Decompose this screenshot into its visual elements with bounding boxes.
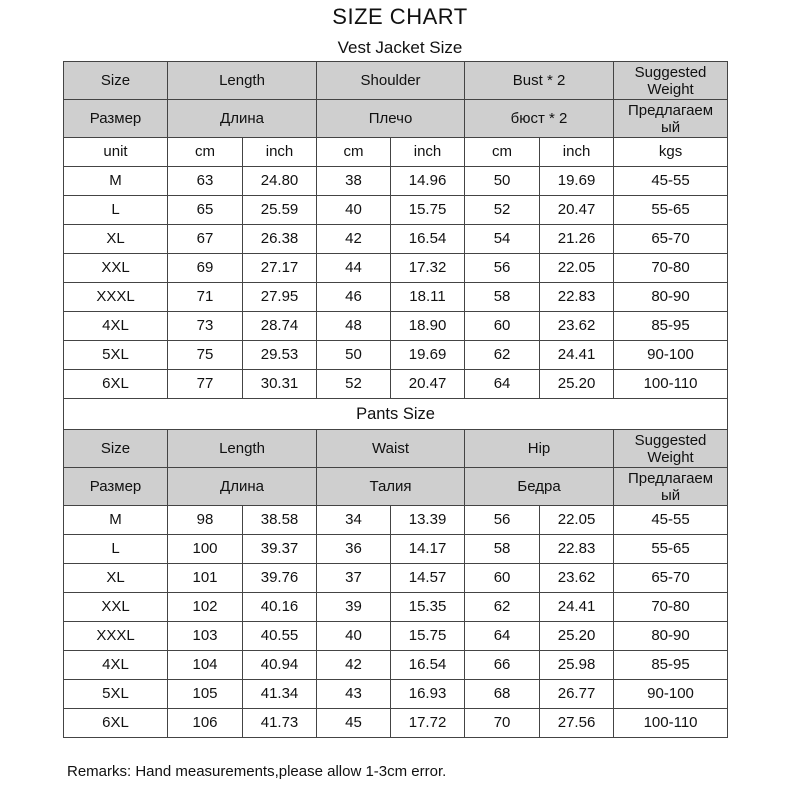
table-cell: 19.69: [540, 167, 614, 196]
units-row: [64, 138, 728, 167]
vest-header-ru-row: [64, 100, 728, 138]
size-chart-table: [63, 61, 728, 738]
table-cell: 90-100: [614, 680, 728, 709]
table-cell: 34: [317, 506, 391, 535]
header-weight-ru-line2: ый: [660, 486, 681, 504]
size-label-cell: 5XL: [64, 680, 168, 709]
table-cell: 40.16: [243, 593, 317, 622]
table-cell: 40.94: [243, 651, 317, 680]
table-cell: 27.95: [243, 283, 317, 312]
table-cell: 106: [168, 709, 243, 738]
header-weight-line2: Weight: [647, 80, 694, 98]
header-length-ru: Длина: [168, 468, 317, 506]
table-cell: 77: [168, 370, 243, 399]
table-cell: 52: [317, 370, 391, 399]
header-size: Size: [64, 430, 168, 468]
table-cell: 58: [465, 535, 540, 564]
table-cell: 64: [465, 370, 540, 399]
size-label-cell: XL: [64, 225, 168, 254]
vest-section-title: Vest Jacket Size: [337, 38, 463, 57]
table-cell: 16.54: [391, 651, 465, 680]
header-waist-ru: Талия: [317, 468, 465, 506]
unit-cell: inch: [243, 138, 317, 167]
table-cell: 80-90: [614, 283, 728, 312]
table-cell: 52: [465, 196, 540, 225]
header-shoulder-ru: Плечо: [317, 100, 465, 138]
header-weight-ru-line2: ый: [660, 118, 681, 136]
table-cell: 100-110: [614, 709, 728, 738]
table-cell: 56: [465, 254, 540, 283]
page-title: SIZE CHART: [332, 4, 468, 29]
table-cell: 14.17: [391, 535, 465, 564]
header-weight-line1: Suggested: [634, 431, 707, 449]
table-row: [64, 535, 728, 564]
table-cell: 85-95: [614, 651, 728, 680]
header-size-ru: Размер: [64, 468, 168, 506]
size-label-cell: M: [64, 167, 168, 196]
table-cell: 69: [168, 254, 243, 283]
table-cell: 65-70: [614, 225, 728, 254]
table-row: [64, 651, 728, 680]
table-row: [64, 506, 728, 535]
table-cell: 62: [465, 341, 540, 370]
table-cell: 55-65: [614, 535, 728, 564]
size-label-cell: 6XL: [64, 709, 168, 738]
size-label-cell: XXXL: [64, 283, 168, 312]
table-cell: 60: [465, 564, 540, 593]
table-cell: 43: [317, 680, 391, 709]
table-cell: 71: [168, 283, 243, 312]
header-length: Length: [168, 430, 317, 468]
table-cell: 102: [168, 593, 243, 622]
table-cell: 66: [465, 651, 540, 680]
pants-header-row: [64, 430, 728, 468]
size-label-cell: 4XL: [64, 312, 168, 341]
table-cell: 28.74: [243, 312, 317, 341]
table-cell: 15.75: [391, 196, 465, 225]
header-weight-line1: Suggested: [634, 63, 707, 81]
table-cell: 15.35: [391, 593, 465, 622]
table-cell: 29.53: [243, 341, 317, 370]
header-length-ru: Длина: [168, 100, 317, 138]
size-label-cell: XXL: [64, 254, 168, 283]
header-weight-ru: [614, 468, 728, 506]
table-row: [64, 564, 728, 593]
header-size-ru: Размер: [64, 100, 168, 138]
table-cell: 18.11: [391, 283, 465, 312]
table-row: [64, 254, 728, 283]
table-cell: 39: [317, 593, 391, 622]
header-bust: Bust * 2: [465, 62, 614, 100]
table-row: [64, 622, 728, 651]
table-cell: 20.47: [540, 196, 614, 225]
table-cell: 41.34: [243, 680, 317, 709]
table-cell: 23.62: [540, 564, 614, 593]
table-cell: 25.59: [243, 196, 317, 225]
table-cell: 14.96: [391, 167, 465, 196]
table-cell: 22.83: [540, 283, 614, 312]
pants-data-rows: [64, 506, 728, 738]
table-cell: 44: [317, 254, 391, 283]
table-cell: 101: [168, 564, 243, 593]
table-cell: 100-110: [614, 370, 728, 399]
header-size: Size: [64, 62, 168, 100]
table-cell: 46: [317, 283, 391, 312]
table-row: [64, 709, 728, 738]
table-cell: 30.31: [243, 370, 317, 399]
header-weight: [614, 430, 728, 468]
table-cell: 62: [465, 593, 540, 622]
table-cell: 16.93: [391, 680, 465, 709]
table-cell: 63: [168, 167, 243, 196]
size-label-cell: L: [64, 535, 168, 564]
table-cell: 38.58: [243, 506, 317, 535]
table-cell: 24.41: [540, 341, 614, 370]
table-cell: 38: [317, 167, 391, 196]
table-cell: 22.05: [540, 254, 614, 283]
size-label-cell: XXL: [64, 593, 168, 622]
unit-cell: cm: [317, 138, 391, 167]
table-cell: 54: [465, 225, 540, 254]
table-cell: 98: [168, 506, 243, 535]
vest-data-rows: [64, 167, 728, 399]
header-hip-ru: Бедра: [465, 468, 614, 506]
table-cell: 22.83: [540, 535, 614, 564]
table-cell: 25.20: [540, 370, 614, 399]
table-cell: 25.20: [540, 622, 614, 651]
unit-cell: inch: [391, 138, 465, 167]
header-waist: Waist: [317, 430, 465, 468]
table-cell: 22.05: [540, 506, 614, 535]
table-cell: 90-100: [614, 341, 728, 370]
table-cell: 45-55: [614, 167, 728, 196]
table-cell: 25.98: [540, 651, 614, 680]
table-cell: 19.69: [391, 341, 465, 370]
table-row: [64, 312, 728, 341]
header-length: Length: [168, 62, 317, 100]
header-weight-ru-line1: Предлагаем: [627, 469, 714, 487]
table-cell: 39.76: [243, 564, 317, 593]
table-cell: 23.62: [540, 312, 614, 341]
table-row: [64, 283, 728, 312]
table-cell: 50: [465, 167, 540, 196]
table-cell: 14.57: [391, 564, 465, 593]
table-row: [64, 196, 728, 225]
table-row: [64, 593, 728, 622]
table-cell: 103: [168, 622, 243, 651]
table-cell: 39.37: [243, 535, 317, 564]
size-label-cell: XL: [64, 564, 168, 593]
header-weight-ru-line1: Предлагаем: [627, 101, 714, 119]
table-row: [64, 341, 728, 370]
table-cell: 26.77: [540, 680, 614, 709]
table-cell: 100: [168, 535, 243, 564]
table-cell: 20.47: [391, 370, 465, 399]
table-cell: 60: [465, 312, 540, 341]
unit-cell: inch: [540, 138, 614, 167]
table-row: [64, 680, 728, 709]
unit-cell: cm: [465, 138, 540, 167]
vest-header-row: [64, 62, 728, 100]
table-cell: 58: [465, 283, 540, 312]
table-cell: 40: [317, 196, 391, 225]
table-cell: 40.55: [243, 622, 317, 651]
table-row: [64, 225, 728, 254]
table-cell: 70: [465, 709, 540, 738]
table-cell: 40: [317, 622, 391, 651]
table-cell: 70-80: [614, 254, 728, 283]
table-cell: 50: [317, 341, 391, 370]
table-cell: 85-95: [614, 312, 728, 341]
table-cell: 42: [317, 651, 391, 680]
pants-section-title: Pants Size: [64, 399, 728, 430]
size-label-cell: 5XL: [64, 341, 168, 370]
header-shoulder: Shoulder: [317, 62, 465, 100]
table-cell: 80-90: [614, 622, 728, 651]
table-row: [64, 370, 728, 399]
table-cell: 17.32: [391, 254, 465, 283]
table-cell: 68: [465, 680, 540, 709]
header-bust-ru: бюст * 2: [465, 100, 614, 138]
table-cell: 16.54: [391, 225, 465, 254]
size-label-cell: 4XL: [64, 651, 168, 680]
table-cell: 105: [168, 680, 243, 709]
header-weight: [614, 62, 728, 100]
table-cell: 27.56: [540, 709, 614, 738]
size-label-cell: XXXL: [64, 622, 168, 651]
pants-header-ru-row: [64, 468, 728, 506]
unit-cell: unit: [64, 138, 168, 167]
size-label-cell: 6XL: [64, 370, 168, 399]
table-cell: 73: [168, 312, 243, 341]
table-cell: 18.90: [391, 312, 465, 341]
table-cell: 65-70: [614, 564, 728, 593]
table-cell: 17.72: [391, 709, 465, 738]
size-label-cell: M: [64, 506, 168, 535]
table-cell: 104: [168, 651, 243, 680]
table-cell: 41.73: [243, 709, 317, 738]
table-cell: 24.41: [540, 593, 614, 622]
remarks-text: Remarks: Hand measurements,please allow 1-3cm error.: [67, 763, 447, 780]
header-hip: Hip: [465, 430, 614, 468]
table-cell: 24.80: [243, 167, 317, 196]
table-cell: 37: [317, 564, 391, 593]
table-cell: 67: [168, 225, 243, 254]
table-cell: 26.38: [243, 225, 317, 254]
table-row: [64, 167, 728, 196]
table-cell: 64: [465, 622, 540, 651]
table-cell: 42: [317, 225, 391, 254]
table-cell: 45-55: [614, 506, 728, 535]
table-cell: 55-65: [614, 196, 728, 225]
table-cell: 45: [317, 709, 391, 738]
header-weight-line2: Weight: [647, 448, 694, 466]
size-label-cell: L: [64, 196, 168, 225]
pants-section-row: [64, 399, 728, 430]
table-cell: 36: [317, 535, 391, 564]
table-cell: 13.39: [391, 506, 465, 535]
table-cell: 21.26: [540, 225, 614, 254]
table-cell: 48: [317, 312, 391, 341]
table-cell: 27.17: [243, 254, 317, 283]
unit-cell: kgs: [614, 138, 728, 167]
table-cell: 15.75: [391, 622, 465, 651]
header-weight-ru: [614, 100, 728, 138]
table-cell: 70-80: [614, 593, 728, 622]
table-cell: 75: [168, 341, 243, 370]
unit-cell: cm: [168, 138, 243, 167]
table-cell: 56: [465, 506, 540, 535]
table-cell: 65: [168, 196, 243, 225]
